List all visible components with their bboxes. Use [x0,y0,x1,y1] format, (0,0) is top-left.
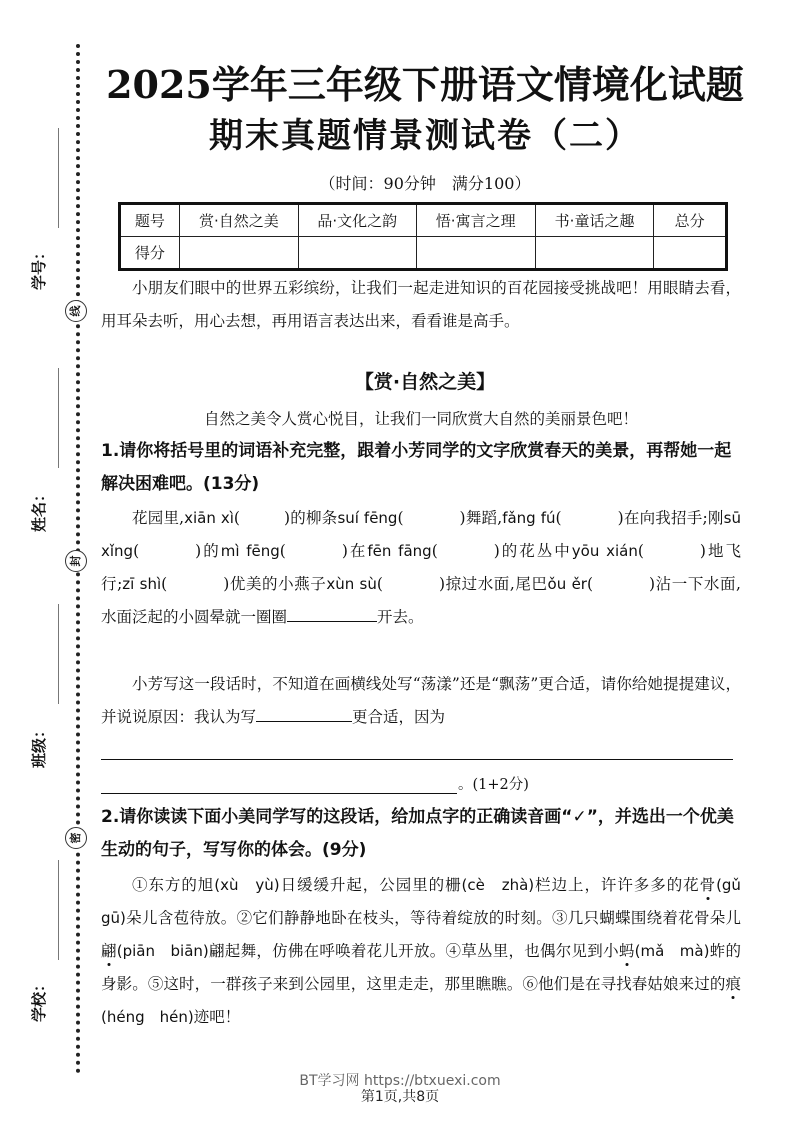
seal-char-mi-icon: 密 [65,827,87,849]
exam-time-score: （时间：90分钟 满分100） [319,174,531,193]
pinyin: sū xǐng [101,509,741,560]
text: 掠过水面,尾巴 [445,575,548,593]
student-id-field[interactable] [58,128,59,228]
text: 的花丛中 [499,542,572,560]
answer-underline[interactable] [287,607,377,622]
score-input-cell[interactable] [654,237,727,270]
text: 朵儿含苞待放。②它们静静地卧在枝头，等待着绽放的时刻。③几只蝴蝶围绕着花骨朵儿 [125,909,741,927]
score-table-header-row [120,204,727,237]
section-lead: 自然之美令人赏心悦目，让我们一同欣赏大自然的美丽景色吧！ [203,410,638,428]
text: 的柳条 [290,509,338,527]
school-field[interactable] [58,860,59,960]
table-cell: 书·童话之趣 [535,204,653,237]
reading-choice[interactable]: (héng hén) [101,1008,194,1026]
answer-line[interactable] [101,759,733,760]
watermark: BT学习网 https://btxuexi.com [299,1073,501,1089]
dotted-char: 骨 [699,876,717,894]
seal-char-feng-icon: 封 [65,550,87,572]
table-cell: 得分 [120,237,180,270]
student-id-label: 学号： [30,244,48,290]
table-cell: 品·文化之韵 [299,204,416,237]
question-1-stem: 1.请你将括号里的词语补充完整，跟着小芳同学的文字欣赏春天的美景，再帮她一起解决困难吧。(13分) [101,441,732,494]
intro-paragraph: 小朋友们眼中的世界五彩缤纷，让我们一起走进知识的百花园接受挑战吧！用眼睛去看，用耳朵去听，用心去想，再用语言表达出来，看看谁是高手。 [101,279,741,330]
text: 翩起舞，仿佛在呼唤着花儿开放。④草丛里，也偶尔见到小 [208,942,619,960]
school-label: 学校： [30,976,48,1022]
text: 日缓缓升起，公园里的 [279,876,446,894]
question-1-passage: 花园里,xiān xì( )的柳条suí fēng( )舞蹈,fǎng fú( )在向我招手;刚sū xǐng( )的mì fēng( )在fēn fāng( )的花丛中yōu xián( )地飞行;zī shì( )优美的小燕子xùn sù( )掠过水面,尾巴ǒu ěr( )沾一下水面,水面泛起的小圆晕就一圈圈 开去。 [101,509,741,626]
text: 花园里, [132,509,185,527]
page-number: 第1页,共8页 [360,1089,440,1105]
reading-choice[interactable]: (gǔ gū) [101,876,756,927]
reading-choice[interactable]: (cè zhà) [461,876,535,894]
table-cell: 总分 [654,204,727,237]
text: 舞蹈, [465,509,503,527]
table-cell: 悟·寓言之理 [416,204,535,237]
text: 蚱的身影。⑤这时，一群孩子来到公园里，这里走走，那里瞧瞧。⑥他们是在寻找春姑娘来过的 [101,942,741,993]
char: 旭 [197,876,215,894]
exam-title: 2025学年三年级下册语文情境化试题 [106,62,744,107]
question-1-points: 。(1+2分) [458,777,529,793]
seal-char-xian-icon: 线 [65,300,87,322]
answer-underline[interactable] [256,707,352,722]
char: 栅 [445,876,462,894]
pinyin: yōu xián [571,542,638,560]
question-2-passage [101,869,756,1034]
score-table [118,202,728,271]
dotted-char: 痕 [725,975,741,993]
pinyin: mì fēng [220,542,280,560]
text: 迹吧！ [193,1008,241,1026]
text: 优美的小燕子 [229,575,327,593]
pinyin: ǒu ěr [547,575,587,593]
text: 更合适，因为 [352,708,446,726]
dotted-char: 蚂 [618,942,635,960]
text: 在向我招手;刚 [623,509,724,527]
answer-line[interactable] [101,793,457,794]
name-field[interactable] [58,368,59,468]
table-cell: 题号 [120,204,180,237]
question-1-followup [101,668,741,734]
pinyin: fǎng fú [502,509,556,527]
reading-choice[interactable]: (xù yù) [214,876,280,894]
text: 栏边上，许许多多的花 [534,876,700,894]
pinyin: suí fēng [337,509,398,527]
dotted-char: 翩 [101,942,117,960]
text: 开去。 [377,608,424,626]
question-2-stem: 2.请你读读下面小美同学写的这段话，给加点字的正确读音画“✓”，并选出一个优美生动的句子，写写你的体会。(9分) [101,807,734,860]
score-table-score-row [120,237,727,270]
score-input-cell[interactable] [179,237,298,270]
score-input-cell[interactable] [416,237,535,270]
class-label: 班级： [30,722,48,768]
reading-choice[interactable]: (mǎ mà) [634,942,710,960]
text: 小芳写这一段话时，不知道在画横线处写“荡漾”还是“飘荡”更合适，请你给她提提建议，并说说原因：我认为写 [101,675,741,726]
text: ①东方的 [132,876,198,894]
pinyin: xiān xì [184,509,234,527]
text: 在 [347,542,368,560]
pinyin: xùn sù [326,575,377,593]
score-input-cell[interactable] [299,237,416,270]
section-title: 【赏·自然之美】 [354,371,496,393]
text: 的 [201,542,221,560]
exam-subtitle: 期末真题情景测试卷（二） [209,116,641,156]
class-field[interactable] [58,604,59,704]
score-input-cell[interactable] [535,237,653,270]
pinyin: fēn fāng [367,542,432,560]
text: 地飞行; [101,542,741,593]
pinyin: zī shì [122,575,162,593]
table-cell: 赏·自然之美 [179,204,298,237]
reading-choice[interactable]: (piān biān) [116,942,209,960]
name-label: 姓名： [30,486,48,532]
text: 沾一下水面,水面泛起的小圆晕就一圈圈 [101,575,741,626]
